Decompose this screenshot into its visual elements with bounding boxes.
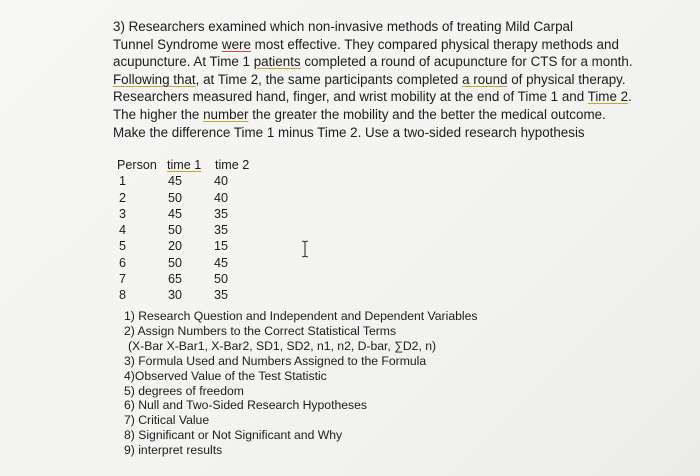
text-cursor-icon xyxy=(300,240,310,258)
time-1-cell: 20 xyxy=(168,239,183,254)
paragraph-line-1: 3) Researchers examined which non-invasive methods of treating Mild Carpal xyxy=(113,19,573,34)
problem-paragraph xyxy=(113,18,673,141)
person-cell: 5 xyxy=(119,239,127,254)
paragraph-line-4 xyxy=(113,71,673,89)
spellcheck-underlined-word: were xyxy=(221,36,251,52)
question-item: 4)Observed Value of the Test Statistic xyxy=(124,368,327,383)
paragraph-line-5 xyxy=(113,88,673,106)
time-2-cell: 15 xyxy=(214,239,229,254)
question-item: 9) interpret results xyxy=(124,443,223,458)
text-span: most effective. They compared physical therapy methods and xyxy=(250,36,619,52)
question-item: 2) Assign Numbers to the Correct Statistical Terms xyxy=(124,323,397,338)
grammar-underlined-word: a round xyxy=(462,71,508,87)
time-1-cell: 30 xyxy=(168,288,183,303)
text-span: Tunnel Syndrome xyxy=(113,36,222,52)
question-item: 7) Critical Value xyxy=(124,413,210,428)
table-row xyxy=(117,271,277,287)
grammar-underlined-word: number xyxy=(203,106,249,122)
header-time-1: time 1 xyxy=(167,158,202,172)
question-item: 5) degrees of freedom xyxy=(124,383,244,398)
time-2-cell: 40 xyxy=(214,190,229,205)
data-table xyxy=(117,157,277,304)
time-2-cell: 35 xyxy=(214,223,229,238)
text-span: Researchers measured hand, finger, and wrist mobility at the end of Time 1 and xyxy=(113,89,588,105)
text-span: acupuncture. At Time 1 xyxy=(113,54,254,70)
header-time-2: time 2 xyxy=(215,158,250,172)
time-2-cell: 35 xyxy=(214,206,229,221)
text-span: of physical therapy. xyxy=(507,71,626,87)
person-cell: 8 xyxy=(119,288,127,303)
time-1-cell: 45 xyxy=(168,174,183,189)
person-cell: 2 xyxy=(119,190,127,205)
time-2-cell: 40 xyxy=(214,174,229,189)
time-1-cell: 50 xyxy=(168,190,183,205)
text-span: The higher the xyxy=(113,106,204,122)
person-cell: 4 xyxy=(119,223,127,238)
table-row xyxy=(117,222,277,238)
time-2-cell: 35 xyxy=(214,288,229,303)
text-span: the greater the mobility and the better the medical outcome. xyxy=(248,106,606,122)
question-item: 6) Null and Two-Sided Research Hypotheses xyxy=(124,398,367,413)
text-span: , at Time 2, the same participants completed xyxy=(195,71,463,87)
paragraph-line-2 xyxy=(113,36,673,54)
question-list xyxy=(124,309,477,458)
paragraph-line-6 xyxy=(113,106,673,124)
text-span: completed a round of acupuncture for CTS for a month. xyxy=(300,54,633,70)
table-row xyxy=(117,173,277,189)
table-row xyxy=(117,255,277,271)
grammar-underlined-word: Following that xyxy=(113,71,196,87)
paragraph-line-7: Make the difference Time 1 minus Time 2. Use a two-sided research hypothesis xyxy=(113,124,585,140)
grammar-underlined-word: Time 2 xyxy=(587,89,629,105)
time-2-cell: 45 xyxy=(214,255,229,270)
table-row xyxy=(117,190,277,206)
grammar-underlined-word: patients xyxy=(253,54,301,70)
time-1-cell: 50 xyxy=(168,223,183,238)
text-span: . xyxy=(628,89,632,105)
table-row xyxy=(117,238,277,254)
question-item: 3) Formula Used and Numbers Assigned to the Formula xyxy=(124,353,427,368)
question-item: 1) Research Question and Independent and Dependent Variables xyxy=(124,309,478,323)
person-cell: 6 xyxy=(119,255,127,270)
header-person: Person xyxy=(117,158,157,172)
time-1-cell: 50 xyxy=(168,255,183,270)
table-row xyxy=(117,206,277,222)
person-cell: 3 xyxy=(119,206,127,221)
person-cell: 1 xyxy=(119,174,127,189)
paragraph-line-3 xyxy=(113,53,673,71)
table-header-row xyxy=(117,157,277,173)
time-2-cell: 50 xyxy=(214,272,229,287)
time-1-cell: 45 xyxy=(168,206,183,221)
person-cell: 7 xyxy=(119,272,127,287)
time-1-cell: 65 xyxy=(168,272,183,287)
question-item: (X-Bar X-Bar1, X-Bar2, SD1, SD2, n1, n2, D-bar, ∑D2, n) xyxy=(128,338,437,353)
question-item: 8) Significant or Not Significant and Why xyxy=(124,428,343,443)
table-row xyxy=(117,287,277,303)
